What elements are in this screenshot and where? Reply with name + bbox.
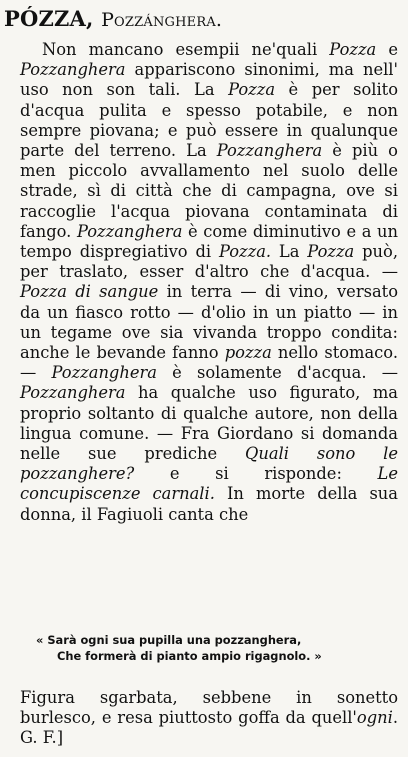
text-run: . G. F.] <box>20 708 398 748</box>
text-run: La <box>271 242 308 262</box>
italic-term: Pozzanghera <box>216 141 323 161</box>
text-run: in terra — di vino, versato da un fiasco rotto — d'olio in un piatto — in un tegame ove sia vivanda troppo condita: anche le bevande fanno <box>20 282 399 363</box>
italic-term: pozza <box>224 343 272 363</box>
text-run: nello stomaco.— <box>20 343 398 383</box>
italic-term: Pozza <box>329 40 377 59</box>
italic-term: Pozzanghera <box>76 221 183 241</box>
text-run: Non mancano esempii ne'quali <box>42 40 330 59</box>
verse-quotation <box>36 632 406 664</box>
text-run: Figura sgarbata, sebbene in sonetto burlesco, e resa piuttosto goffa da quell' <box>20 688 398 728</box>
italic-quote: Le concupiscenze carnali. <box>20 464 398 504</box>
text-run: può, per traslato, esser d'altro che d'acqua. — <box>20 242 398 282</box>
italic-quote: Quali sono le pozzanghere? <box>20 444 398 484</box>
entry-conclusion <box>20 688 398 749</box>
entry-heading <box>4 6 222 31</box>
verse-line: Che formerà di pianto ampio rigagnolo. » <box>57 649 322 663</box>
italic-term: Pozza di sangue <box>20 282 159 302</box>
text-run: appariscono sinonimi, ma nell' uso non son tali. La <box>20 60 398 100</box>
entry-paragraph <box>20 40 398 525</box>
verse-line: « Sarà ogni sua pupilla una pozzanghera, <box>36 633 302 647</box>
text-run: ha qualche uso figurato, ma proprio soltanto di qualche autore, non della lingua comune. — Fra Giordano si domanda nelle sue prediche <box>20 383 398 464</box>
italic-term: Pozzanghera <box>51 363 157 383</box>
text-run: è per solito d'acqua pulita e spesso potabile, e non sempre piovana; e può essere in qualunque parte del terreno. La <box>20 80 399 161</box>
entry-title: PÓZZA, <box>4 6 94 31</box>
text-run: e si risponde: <box>134 464 378 484</box>
entry-subtitle: Pozzánghera. <box>101 9 223 31</box>
text-run: è come diminutivo e a un tempo dispregiativo di <box>20 221 398 262</box>
text-run: è più o men piccolo avvallamento nel suolo delle strade, sì di città che di campagna, ove si raccoglie l'acqua piovana contaminata di fango. <box>20 141 398 241</box>
italic-term: Pozza. <box>218 242 272 262</box>
text-run: è solamente d'acqua. — <box>156 363 398 383</box>
text-run: e <box>376 40 399 59</box>
italic-term: Pozza <box>307 242 355 262</box>
italic-term: Pozzanghera <box>20 383 126 403</box>
text-run: In morte della sua donna, il Fagiuoli canta che <box>20 484 399 524</box>
italic-term: ogni <box>356 708 393 728</box>
italic-term: Pozzanghera <box>20 60 126 80</box>
entry-body <box>20 40 398 525</box>
conclusion-paragraph <box>20 688 398 749</box>
italic-term: Pozza <box>228 80 276 100</box>
